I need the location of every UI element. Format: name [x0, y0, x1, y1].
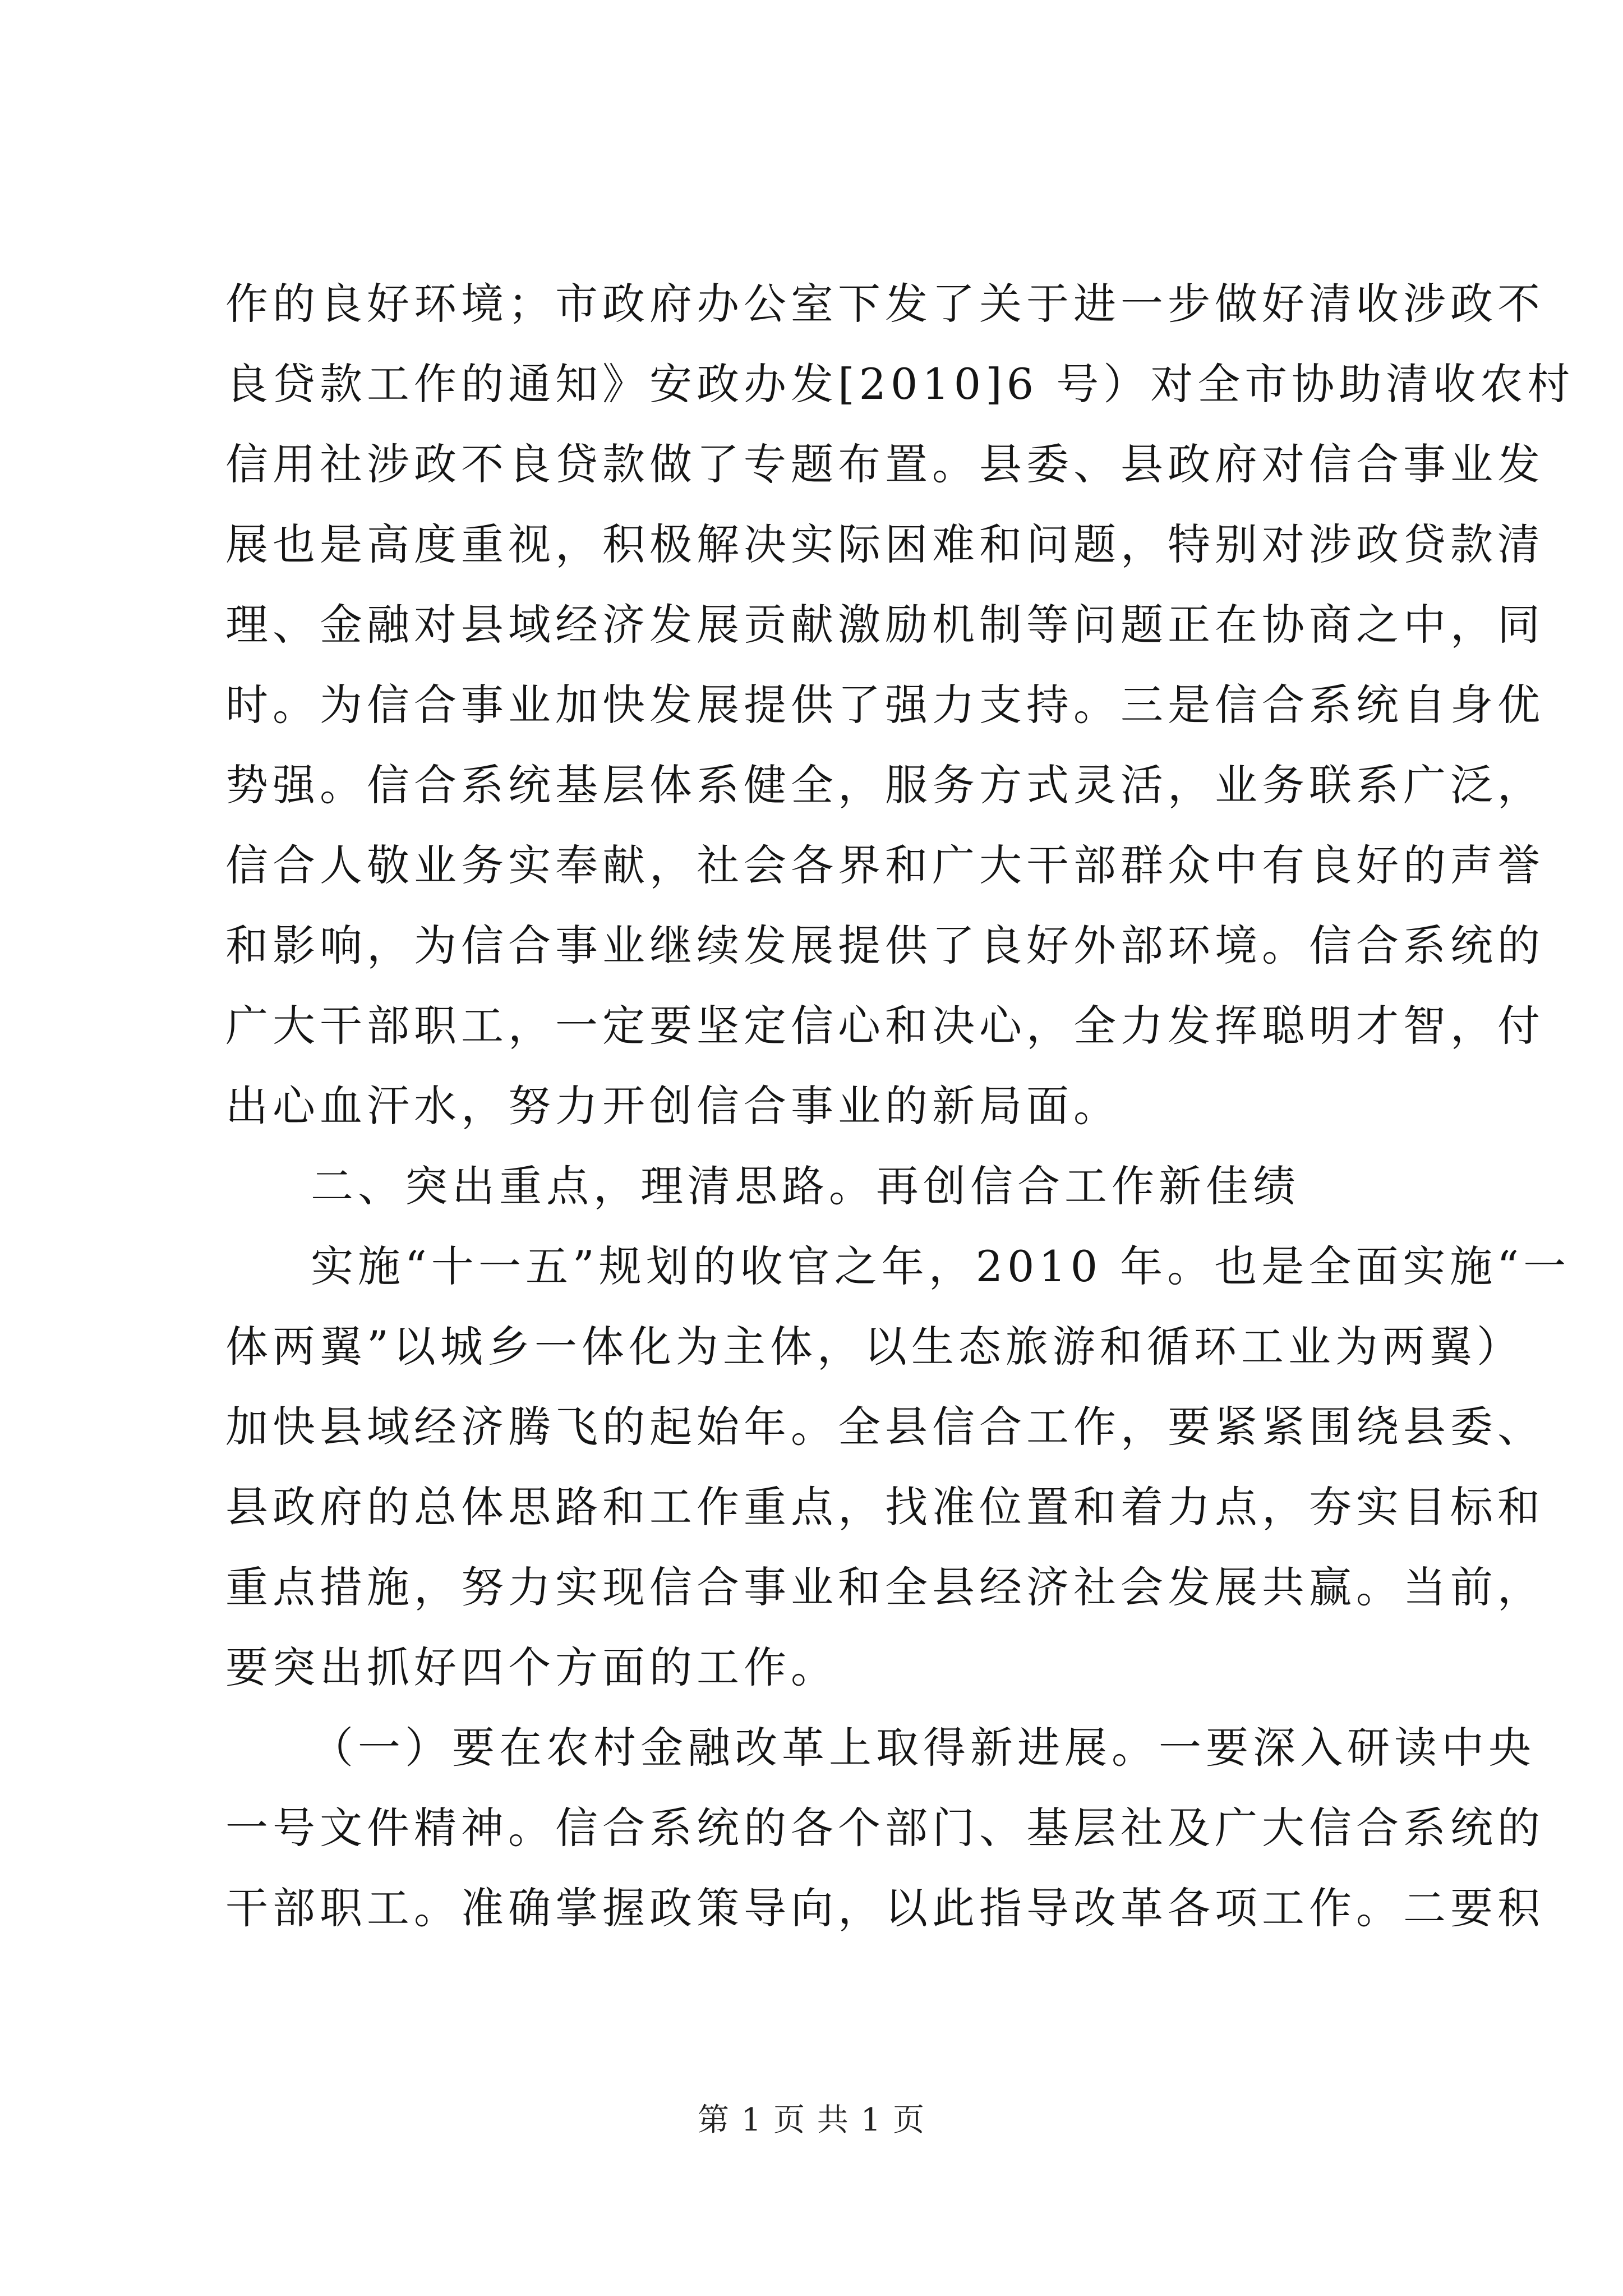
document-body — [225, 264, 1575, 1948]
body-line-20: 一号文件精神。信合系统的各个部门、基层社及广大信合系统的 — [225, 1803, 1544, 1853]
body-line-21: 干部职工。准确掌握政策导向，以此指导改革各项工作。二要积 — [225, 1883, 1544, 1933]
body-line-15: 加快县域经济腾飞的起始年。全县信合工作，要紧紧围绕县委、 — [225, 1402, 1544, 1452]
body-line-5: 理、金融对县域经济发展贡献激励机制等问题正在协商之中，同 — [225, 600, 1544, 650]
body-line-9: 和影响，为信合事业继续发展提供了良好外部环境。信合系统的 — [225, 921, 1544, 970]
body-line-16: 县政府的总体思路和工作重点，找准位置和着力点，夯实目标和 — [225, 1482, 1544, 1532]
subsection-heading-line: （一）要在农村金融改革上取得新进展。一要深入研读中央 — [311, 1723, 1536, 1773]
body-line-11: 出心血汗水，努力开创信合事业的新局面。 — [225, 1081, 1121, 1131]
body-line-7: 势强。信合系统基层体系健全，服务方式灵活，业务联系广泛， — [225, 760, 1544, 810]
body-line-13: 实施“十一五”规划的收官之年，2010 年。也是全面实施“一 — [311, 1241, 1571, 1291]
body-line-14: 体两翼”以城乡一体化为主体，以生态旅游和循环工业为两翼） — [225, 1322, 1524, 1372]
body-line-6: 时。为信合事业加快发展提供了强力支持。三是信合系统自身优 — [225, 680, 1544, 730]
body-line-2: 良贷款工作的通知》安政办发[2010]6 号）对全市协助清收农村 — [225, 359, 1575, 409]
body-line-4: 展也是高度重视，积极解决实际困难和问题，特别对涉政贷款清 — [225, 519, 1544, 569]
body-line-8: 信合人敬业务实奉献，社会各界和广大干部群众中有良好的声誉 — [225, 840, 1544, 890]
section-heading: 二、突出重点，理清思路。再创信合工作新佳绩 — [311, 1161, 1300, 1211]
body-line-18: 要突出抓好四个方面的工作。 — [225, 1642, 838, 1692]
page-number-footer: 第 1 页 共 1 页 — [697, 2102, 926, 2138]
body-line-3: 信用社涉政不良贷款做了专题布置。县委、县政府对信合事业发 — [225, 439, 1544, 489]
body-line-10: 广大干部职工，一定要坚定信心和决心，全力发挥聪明才智，付 — [225, 1001, 1544, 1051]
body-line-1: 作的良好环境；市政府办公室下发了关于进一步做好清收涉政不 — [225, 279, 1544, 329]
body-line-17: 重点措施，努力实现信合事业和全县经济社会发展共赢。当前， — [225, 1562, 1544, 1612]
